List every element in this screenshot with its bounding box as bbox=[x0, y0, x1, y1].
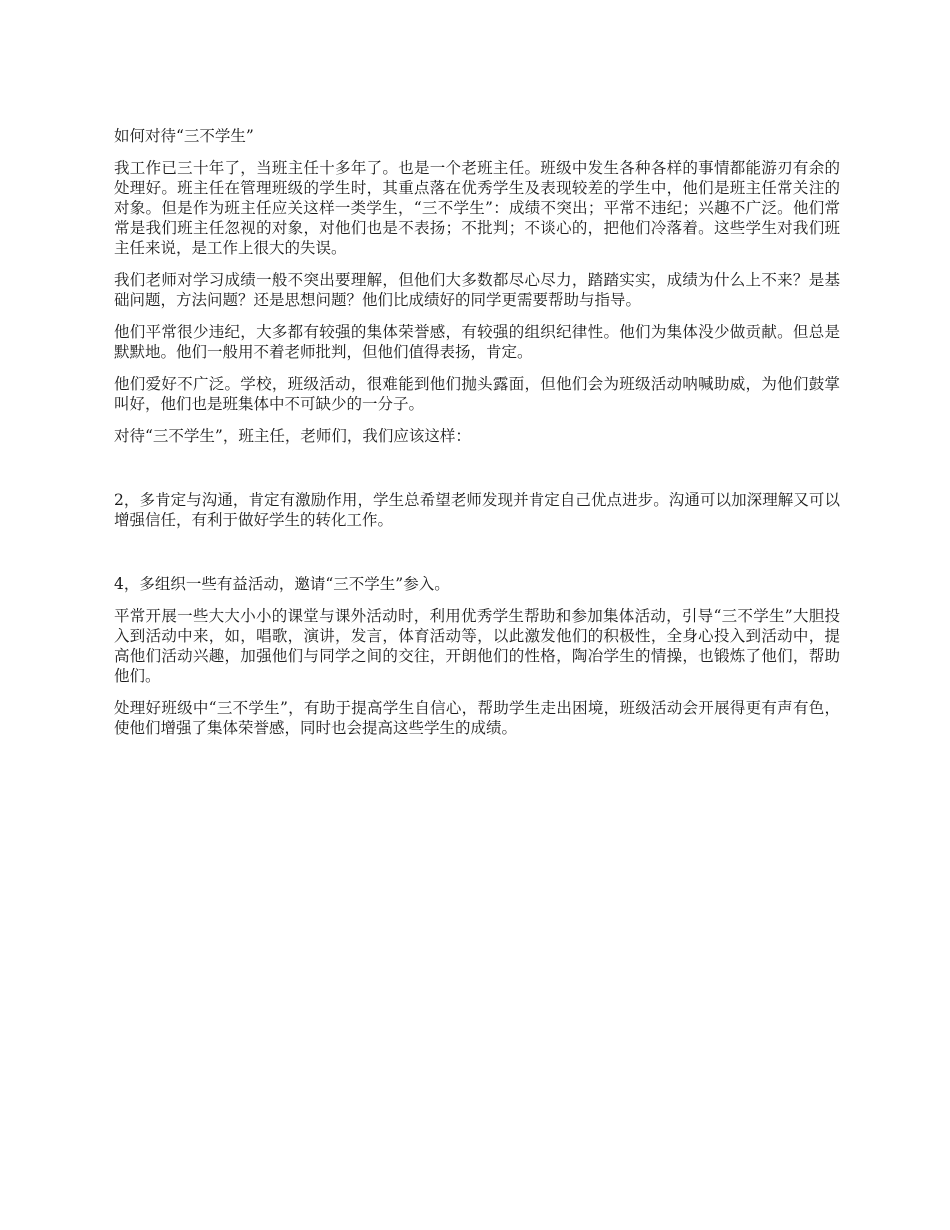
document-title: 如何对待“三不学生” bbox=[114, 127, 254, 145]
document-body bbox=[114, 126, 840, 750]
paragraph-hobbies: 他们爱好不广泛。学校，班级活动，很难能到他们抛头露面，但他们会为班级活动呐喊助威，为他们鼓掌叫好，他们也是班集体中不可缺少的一分子。 bbox=[114, 375, 840, 413]
paragraph-discipline: 他们平常很少违纪，大多都有较强的集体荣誉感，有较强的组织纪律性。他们为集体没少做贡献。但总是默默地。他们一般用不着老师批判，但他们值得表扬，肯定。 bbox=[114, 323, 840, 361]
paragraph-point-4: 4，多组织一些有益活动，邀请“三不学生”参入。 bbox=[114, 575, 450, 593]
blank-gap bbox=[114, 458, 840, 490]
blank-gap bbox=[114, 542, 840, 574]
paragraph-conclusion: 处理好班级中“三不学生”，有助于提高学生自信心，帮助学生走出困境，班级活动会开展得更有声有色，使他们增强了集体荣誉感，同时也会提高这些学生的成绩。 bbox=[114, 699, 840, 737]
paragraph-grades: 我们老师对学习成绩一般不突出要理解，但他们大多数都尽心尽力，踏踏实实，成绩为什么上不来？是基础问题，方法问题？还是思想问题？他们比成绩好的同学更需要帮助与指导。 bbox=[114, 271, 840, 309]
paragraph-approach: 对待“三不学生”，班主任，老师们，我们应该这样： bbox=[114, 427, 471, 445]
paragraph-activities: 平常开展一些大大小小的课堂与课外活动时，利用优秀学生帮助和参加集体活动，引导“三不学生”大胆投入到活动中来，如，唱歌，演讲，发言，体育活动等，以此激发他们的积极性，全身心投入到活动中，提高他们活动兴趣，加强他们与同学之间的交往，开朗他们的性格，陶冶学生的情操，也锻炼了他们，帮助他们。 bbox=[114, 607, 840, 685]
paragraph-intro: 我工作已三十年了，当班主任十多年了。也是一个老班主任。班级中发生各种各样的事情都能游刃有余的处理好。班主任在管理班级的学生时，其重点落在优秀学生及表现较差的学生中，他们是班主任常关注的对象。但是作为班主任应关这样一类学生，“三不学生”：成绩不突出；平常不违纪；兴趣不广泛。他们常常是我们班主任忽视的对象，对他们也是不表扬；不批判；不谈心的，把他们冷落着。这些学生对我们班主任来说，是工作上很大的失误。 bbox=[114, 159, 840, 257]
paragraph-point-2: 2，多肯定与沟通，肯定有激励作用，学生总希望老师发现并肯定自己优点进步。沟通可以加深理解又可以增强信任，有利于做好学生的转化工作。 bbox=[114, 491, 840, 529]
